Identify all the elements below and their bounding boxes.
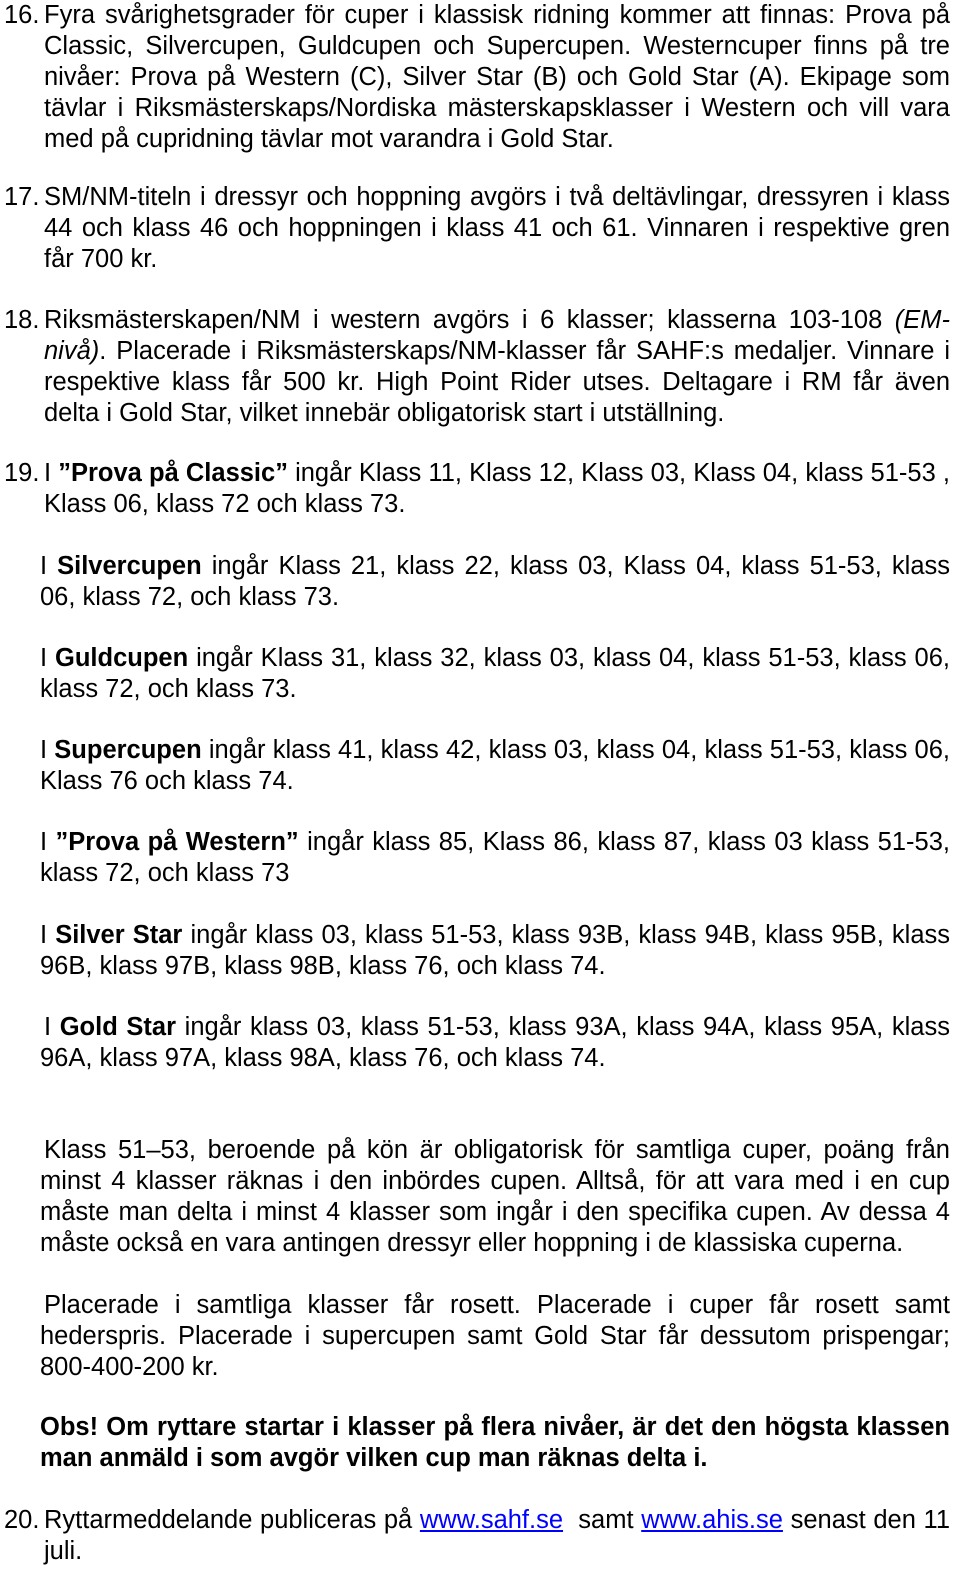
cup-name: ”Prova på Western” xyxy=(55,828,299,856)
item-number: 16. xyxy=(4,1,40,29)
cup-gold-star xyxy=(40,1012,950,1074)
item-text xyxy=(44,305,950,429)
item-number: 19. xyxy=(4,459,40,487)
obs-note: Obs! Om ryttare startar i klasser på flera nivåer, är det den högsta klassen man anmäld i som avgör vilken cup man räknas delta i. xyxy=(40,1413,950,1472)
cup-supercupen xyxy=(40,735,950,797)
cup-classes: ingår Klass 21, klass 22, klass 03, Klass 04, klass 51-53, klass 06, klass 72, och klass 73. xyxy=(40,552,950,611)
item-number: 20. xyxy=(4,1506,40,1534)
cup-prefix: I xyxy=(40,921,56,949)
cup-prefix: I xyxy=(40,552,58,580)
cup-classes: ingår klass 03, klass 51-53, klass 93A, klass 94A, klass 95A, klass 96A, klass 97A, klass 98A, klass 76, och klass 74. xyxy=(40,1013,950,1072)
text-segment: . Placerade i Riksmästerskaps/NM-klasser får SAHF:s medaljer. Vinnare i respektive klass får 500 kr. High Point Rider utses. Deltagare i RM får även delta i Gold Star, vilket innebär obligatorisk start i utställning. xyxy=(44,337,950,427)
cup-classes: ingår klass 03, klass 51-53, klass 93B, klass 94B, klass 95B, klass 96B, klass 97B, klass 98B, klass 76, och klass 74. xyxy=(40,921,951,980)
cup-silver-star xyxy=(40,920,950,982)
cup-classes: ingår klass 85, Klass 86, klass 87, klass 03 klass 51-53, klass 72, och klass 73 xyxy=(40,828,950,887)
cup-prefix: I xyxy=(44,1013,60,1041)
cup-guldcupen xyxy=(40,643,950,705)
cup-name: Supercupen xyxy=(54,736,202,764)
item-number: 17. xyxy=(4,183,40,211)
cup-classes: ingår klass 41, klass 42, klass 03, klass 04, klass 51-53, klass 06, Klass 76 och klass 74. xyxy=(40,736,950,795)
cup-prova-western xyxy=(40,827,950,889)
list-item-18 xyxy=(4,305,950,429)
cup-classes: ingår Klass 11, Klass 12, Klass 03, Klass 04, klass 51-53 , Klass 06, klass 72 och klass 73. xyxy=(44,459,950,518)
text-segment: senast den 11 juli. xyxy=(44,1506,958,1565)
cup-name: Gold Star xyxy=(59,1013,177,1041)
cup-classes: ingår Klass 31, klass 32, klass 03, klass 04, klass 51-53, klass 06, klass 72, och klass 73. xyxy=(40,644,950,703)
item-text: SM/NM-titeln i dressyr och hoppning avgörs i två deltävlingar, dressyren i klass 44 och klass 46 och hoppningen i klass 41 och 61. Vinnaren i respektive gren får 700 kr. xyxy=(44,183,950,273)
list-item-19 xyxy=(4,458,950,520)
cup-prefix: I xyxy=(40,644,55,672)
text-segment: samt xyxy=(563,1506,642,1534)
item-text xyxy=(44,1505,958,1567)
cup-prefix: I xyxy=(40,736,55,764)
item-number: 18. xyxy=(4,306,40,334)
paragraph-klass-51-53: Klass 51–53, beroende på kön är obligatorisk för samtliga cuper, poäng från minst 4 klasser räknas i den inbördes cupen. Alltså, för att vara med i en cup måste man delta i minst 4 klasser som ingår i den specifika cupen. Av dessa 4 måste också en vara antingen dressyr eller hoppning i de klassiska cuperna. xyxy=(40,1136,950,1257)
cup-silvercupen xyxy=(40,551,950,613)
list-item-20 xyxy=(4,1505,958,1567)
item-text: Fyra svårighetsgrader för cuper i klassisk ridning kommer att finnas: Prova på Classic, Silvercupen, Guldcupen och Supercupen. Westerncuper finns på tre nivåer: Prova på Western (C), Silver Star (B) och Gold Star (A). Ekipage som tävlar i Riksmästerskaps/Nordiska mästerskapsklasser i Western och vill vara med på cupridning tävlar mot varandra i Gold Star. xyxy=(44,1,950,153)
italic-note: (EM-nivå) xyxy=(44,306,950,365)
list-item-17 xyxy=(4,182,950,275)
cup-prefix: I xyxy=(40,828,56,856)
cup-prefix: I xyxy=(44,459,59,487)
paragraph-placerade: Placerade i samtliga klasser får rosett. Placerade i cuper får rosett samt hederspris. Placerade i supercupen samt Gold Star får dessutom prispengar; 800-400-200 kr. xyxy=(40,1291,950,1381)
cup-name: ”Prova på Classic” xyxy=(58,459,288,487)
link-sahf[interactable]: www.sahf.se xyxy=(419,1506,564,1534)
text-segment: Riksmästerskapen/NM i western avgörs i 6 klasser; klasserna 103-108 xyxy=(44,306,895,334)
cup-name: Guldcupen xyxy=(55,644,189,672)
cup-prova-classic xyxy=(44,458,950,520)
list-item-16 xyxy=(4,0,950,155)
cup-name: Silver Star xyxy=(55,921,183,949)
link-ahis[interactable]: www.ahis.se xyxy=(641,1506,783,1534)
text-segment: Ryttarmeddelande publiceras på xyxy=(44,1506,420,1534)
cup-name: Silvercupen xyxy=(57,552,202,580)
